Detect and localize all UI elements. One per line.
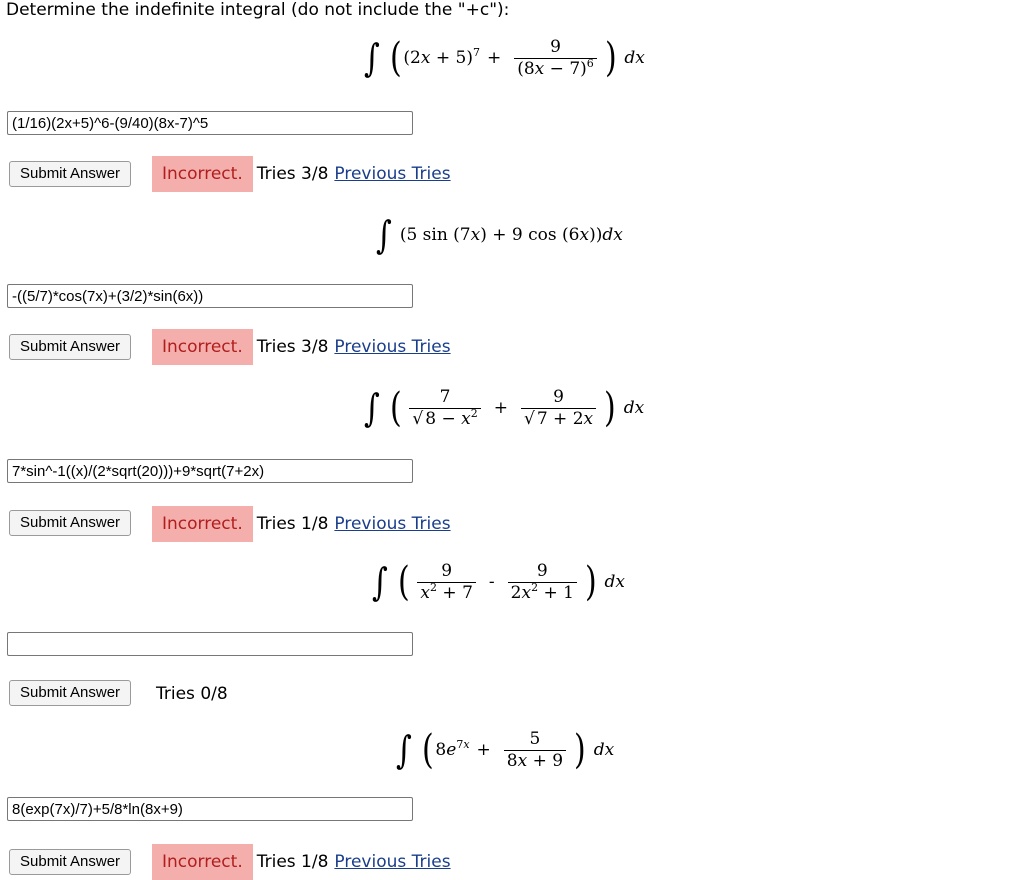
incorrect-badge: Incorrect. [152, 329, 253, 365]
fraction: $\frac{5}{8x + 9}$ [504, 730, 566, 770]
integral-sign: ∫ [363, 36, 380, 80]
tries-count: Tries 3/8 [256, 164, 329, 184]
integral-4: ∫ ( $\frac{9}{x^2 + 7}$ - $\frac{9}{2x^2 + 1}$ ) dx [371, 559, 626, 605]
fraction: $\frac{9}{2x^2 + 1}$ [508, 562, 577, 602]
status-row-2 [152, 329, 451, 365]
integral-3: ∫ ( $\frac{7}{√ 8 - x^2}$ + $\frac{9}{√ 7 + 2x}$ ) dx [363, 385, 645, 431]
previous-tries-link[interactable]: Previous Tries [334, 514, 451, 534]
answer-input-2[interactable] [7, 284, 413, 308]
submit-answer-button-3[interactable]: Submit Answer [9, 510, 131, 536]
tries-count: Tries 1/8 [256, 852, 329, 872]
submit-answer-button-4[interactable]: Submit Answer [9, 680, 131, 706]
previous-tries-link[interactable]: Previous Tries [334, 337, 451, 357]
fraction: $\frac{7}{√ 8 - x^2}$ [409, 388, 480, 428]
incorrect-badge: Incorrect. [152, 844, 253, 880]
question-prompt: Determine the indefinite integral (do not include the "+c"): [6, 0, 510, 20]
integral-5: ∫ ( $8e^{7x}$ + $\frac{5}{8x + 9}$ ) dx [395, 727, 615, 773]
incorrect-badge: Incorrect. [152, 156, 253, 192]
integral-sign: ∫ [375, 213, 392, 257]
tries-count: Tries 3/8 [256, 337, 329, 357]
submit-answer-button-2[interactable]: Submit Answer [9, 334, 131, 360]
fraction: $\frac{9}{x^2 + 7}$ [417, 562, 475, 602]
answer-input-3[interactable] [7, 459, 413, 483]
answer-input-1[interactable] [7, 111, 413, 135]
fraction: $\frac{9}{(8x - 7)^6}$ [514, 38, 597, 78]
tries-count-4: Tries 0/8 [156, 684, 228, 704]
integral-1: ∫ ( $(2x + 5)^7$ + $\frac{9}{(8x - 7)^6}$ ) dx [363, 35, 645, 81]
incorrect-badge: Incorrect. [152, 506, 253, 542]
previous-tries-link[interactable]: Previous Tries [334, 164, 451, 184]
integral-sign: ∫ [395, 728, 412, 772]
submit-answer-button-5[interactable]: Submit Answer [9, 849, 131, 875]
submit-answer-button-1[interactable]: Submit Answer [9, 161, 131, 187]
status-row-5 [152, 844, 451, 880]
fraction: $\frac{9}{√ 7 + 2x}$ [521, 388, 596, 428]
integral-sign: ∫ [371, 560, 388, 604]
status-row-1 [152, 156, 451, 192]
integral-sign: ∫ [363, 386, 380, 430]
integral-2: ∫ (5 sin (7x) + 9 cos (6x))dx [375, 213, 623, 257]
answer-input-4[interactable] [7, 632, 413, 656]
status-row-3 [152, 506, 451, 542]
previous-tries-link[interactable]: Previous Tries [334, 852, 451, 872]
answer-input-5[interactable] [7, 797, 413, 821]
tries-count: Tries 1/8 [256, 514, 329, 534]
